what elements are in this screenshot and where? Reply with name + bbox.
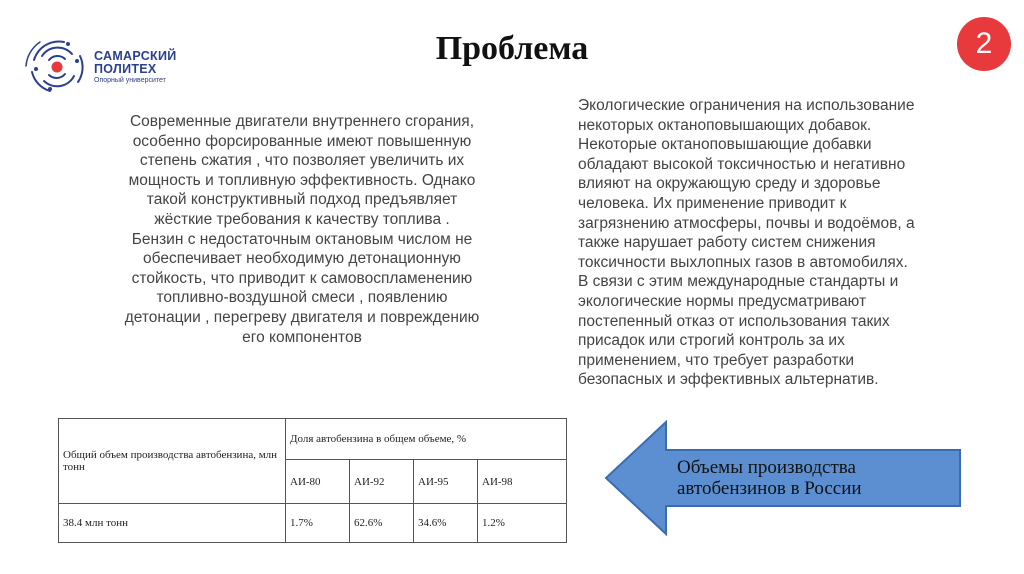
text-line: влияют на окружающую среду и здоровье xyxy=(578,175,881,193)
total-value-cell: 38.4 млн тонн xyxy=(59,504,286,543)
ecology-text xyxy=(578,96,968,390)
grade-cell: АИ-92 xyxy=(350,460,414,504)
slide-title: Проблема xyxy=(435,30,589,67)
header-share-cell: Доля автобензина в общем объеме, % xyxy=(286,419,567,460)
logo-name-line1: САМАРСКИЙ xyxy=(94,49,177,63)
text-line: обладают высокой токсичностью и негативно xyxy=(578,155,906,173)
share-cell: 34.6% xyxy=(414,504,478,543)
text-line: обеспечивает необходимую детонационную xyxy=(143,250,461,268)
share-cell: 1.2% xyxy=(478,504,567,543)
text-line: некоторых октаноповышающих добавок. xyxy=(578,116,872,134)
text-line: постепенный отказ от использования таких xyxy=(578,312,890,330)
text-line: его компонентов xyxy=(242,328,362,346)
text-line: экологические нормы предусматривают xyxy=(578,292,867,310)
text-line: степень сжатия , что позволяет увеличить их xyxy=(139,152,465,170)
text-line: Бензин с недостаточным октановым числом не xyxy=(131,230,473,248)
text-line: также нарушает работу систем снижения xyxy=(578,234,876,252)
grade-cell: АИ-95 xyxy=(414,460,478,504)
table-row xyxy=(59,419,567,460)
text-line: такой конструктивный подход предъявляет xyxy=(146,191,458,209)
text-line: Некоторые октаноповышающие добавки xyxy=(578,136,872,154)
text-line: жёсткие требования к качеству топлива . xyxy=(154,210,450,228)
share-cell: 62.6% xyxy=(350,504,414,543)
text-line: мощность и топливную эффективность. Однако xyxy=(128,171,476,189)
text-line: особенно форсированные имеют повышенную xyxy=(132,132,472,150)
arrow-label xyxy=(677,457,897,499)
text-line: Современные двигатели внутреннего сгорания, xyxy=(129,113,475,130)
text-line: стойкость, что приводит к самовоспламенению xyxy=(131,269,473,287)
text-line: присадок или строгий контроль за их xyxy=(578,332,845,350)
text-line: топливно-воздушной смеси , появлению xyxy=(156,289,448,307)
grade-cell: АИ-98 xyxy=(478,460,567,504)
grade-cell: АИ-80 xyxy=(286,460,350,504)
header-total-cell: Общий объем производства автобензина, млн тонн xyxy=(59,419,286,504)
page-number-badge: 2 xyxy=(957,17,1011,71)
arrow-label-line1: Объемы производства xyxy=(677,457,856,478)
text-line: применением, что требует разработки xyxy=(578,351,855,369)
text-line: безопасных и эффективных альтернатив. xyxy=(578,371,879,389)
gasoline-production-table xyxy=(58,418,567,543)
text-line: токсичности выхлопных газов в автомобилях. xyxy=(578,253,908,271)
logo-name-line2: ПОЛИТЕХ xyxy=(94,61,157,76)
text-line: загрязнению атмосферы, почвы и водоёмов, а xyxy=(578,214,915,232)
text-line: Экологические ограничения на использование xyxy=(578,97,915,114)
text-line: человека. Их применение приводит к xyxy=(578,194,847,212)
table-row xyxy=(59,504,567,543)
arrow-label-line2: автобензинов в России xyxy=(677,478,862,499)
logo-subtitle: Опорный университет xyxy=(94,77,166,84)
text-line: детонации , перегреву двигателя и повреждению xyxy=(124,308,480,326)
share-cell: 1.7% xyxy=(286,504,350,543)
text-line: В связи с этим международные стандарты и xyxy=(578,273,899,291)
engine-problem-text xyxy=(92,112,512,347)
